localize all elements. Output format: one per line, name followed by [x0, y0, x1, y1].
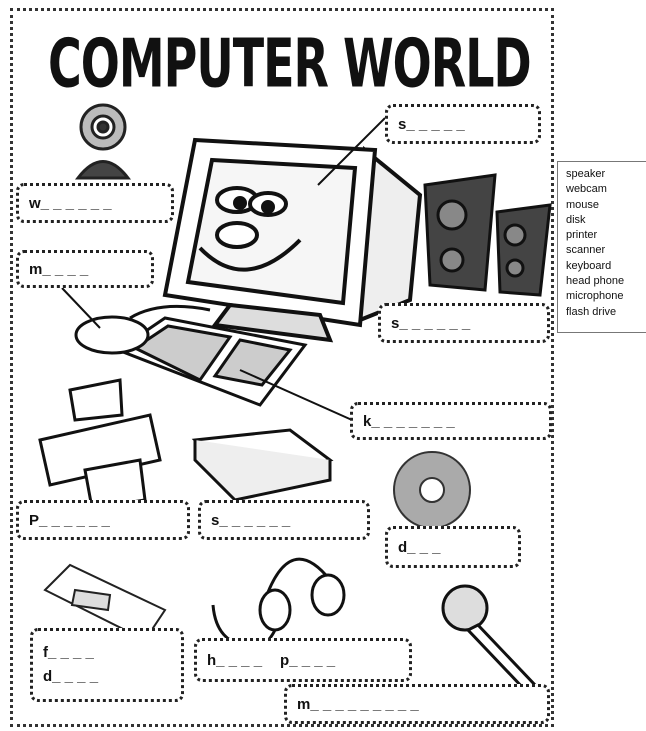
monitor-answer-box[interactable]: s_ _ _ _ _ — [385, 104, 541, 144]
word-bank-item: microphone — [566, 290, 624, 303]
word-bank-item: webcam — [566, 183, 607, 196]
scanner-answer-box[interactable]: s_ _ _ _ _ _ — [198, 500, 370, 540]
microphone-answer-box[interactable]: m_ _ _ _ _ _ _ _ _ — [284, 684, 550, 724]
speaker-answer-box[interactable]: s_ _ _ _ _ _ — [378, 303, 550, 343]
webcam-answer-box[interactable]: w_ _ _ _ _ _ — [16, 183, 174, 223]
word-bank-item: mouse — [566, 198, 600, 211]
mouse-answer-box[interactable]: m_ _ _ _ — [16, 250, 154, 288]
word-bank-item: flash drive — [566, 305, 617, 318]
scanner-illustration — [195, 430, 330, 500]
phone-blank: p_ _ _ _ — [280, 651, 336, 669]
word-bank-item: disk — [566, 213, 586, 226]
drive-blank: d_ _ _ _ — [43, 668, 99, 685]
headphones-illustration — [213, 559, 344, 648]
webcam-illustration — [78, 105, 128, 178]
head-phone-answer-box[interactable] — [194, 638, 412, 682]
microphone-illustration — [443, 586, 535, 690]
keyboard-answer-box[interactable]: k_ _ _ _ _ _ _ — [350, 402, 552, 440]
word-bank-item: head phone — [566, 275, 625, 288]
word-bank-item: printer — [566, 229, 598, 242]
word-bank-item: scanner — [566, 244, 606, 257]
disk-answer-box[interactable]: d_ _ _ — [385, 526, 521, 568]
printer-illustration — [40, 380, 160, 508]
word-bank-item: speaker — [566, 168, 606, 180]
disk-illustration — [394, 452, 470, 528]
speakers-illustration — [425, 175, 550, 295]
head-blank: h_ _ _ _ — [207, 651, 263, 669]
word-bank — [557, 161, 646, 333]
printer-answer-box[interactable]: P_ _ _ _ _ _ — [16, 500, 190, 540]
flash-drive-answer-box[interactable] — [30, 628, 184, 702]
flash-blank: f_ _ _ _ — [43, 644, 94, 661]
word-bank-item: keyboard — [566, 259, 612, 272]
worksheet-title: COMPUTER WORLD — [48, 24, 531, 103]
